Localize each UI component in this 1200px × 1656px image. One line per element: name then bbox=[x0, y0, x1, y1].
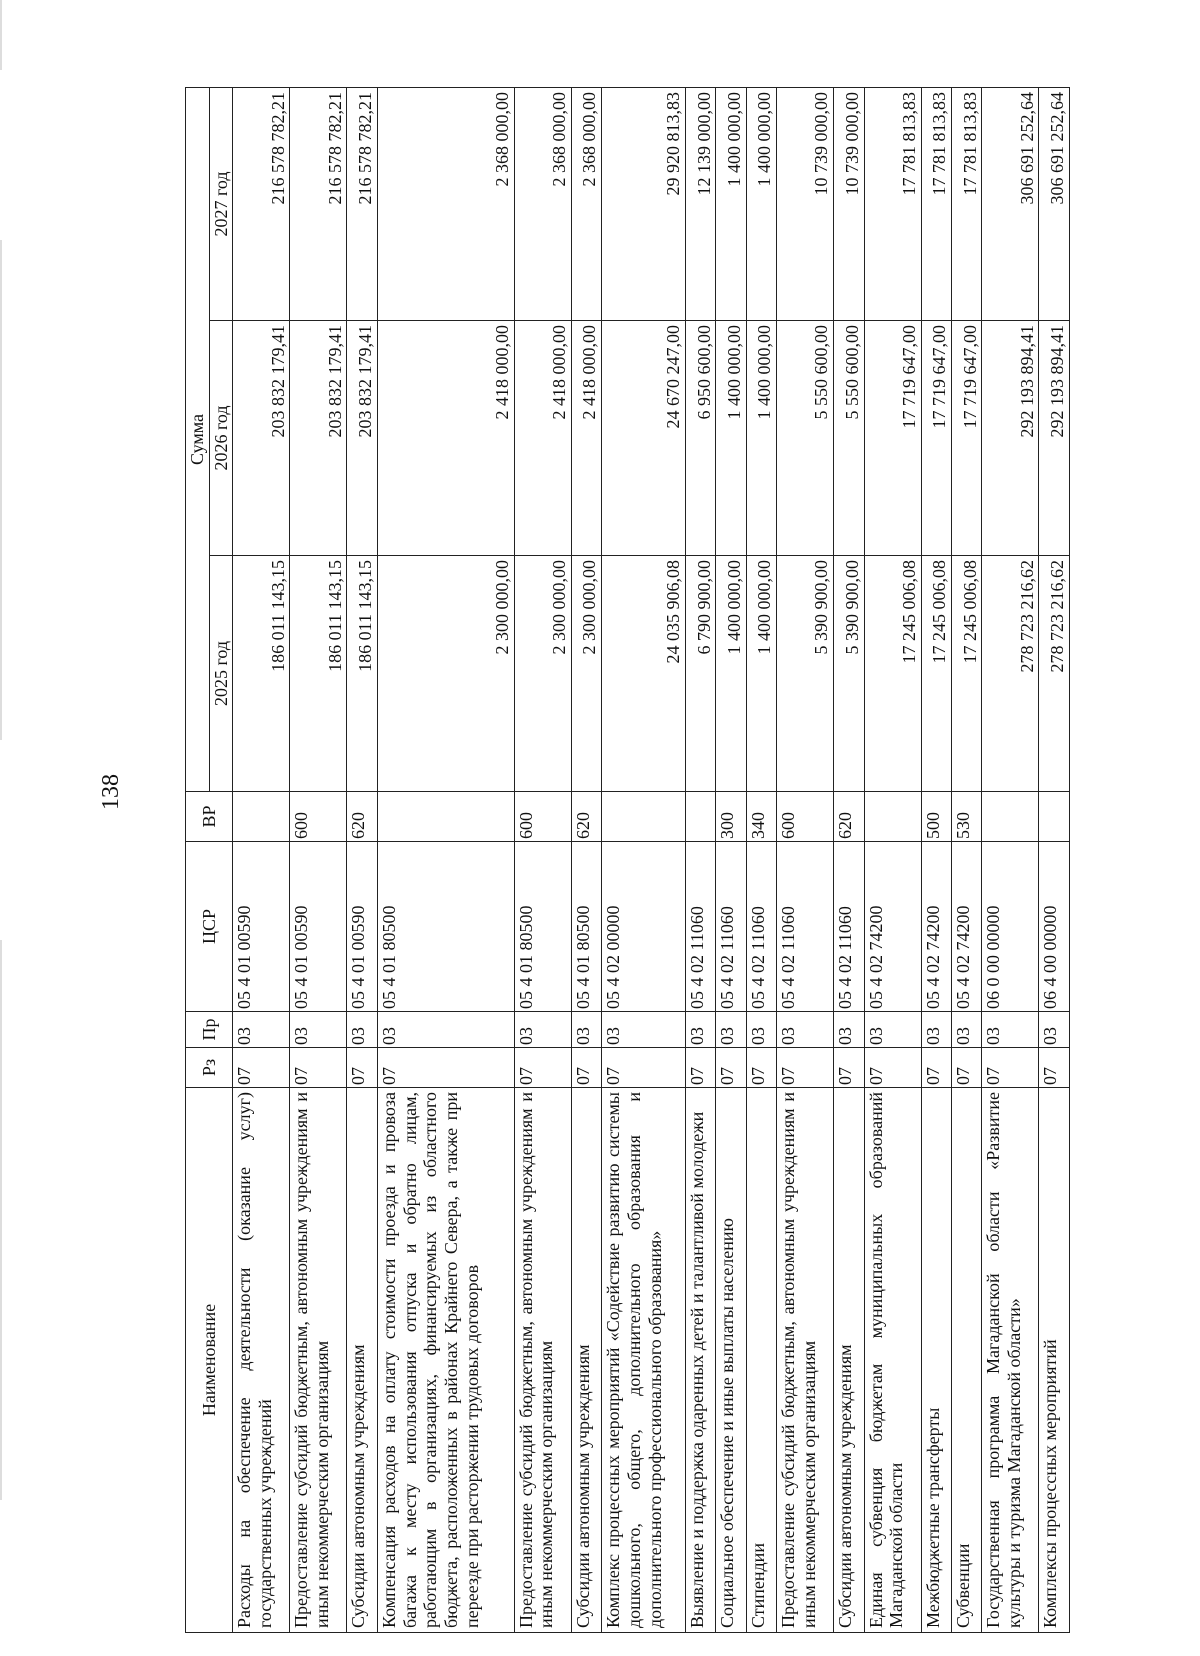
row-sum-2025: 278 723 216,62 bbox=[1039, 556, 1070, 792]
row-name: Субвенции bbox=[952, 1088, 982, 1633]
row-sum-2027: 17 781 813,83 bbox=[952, 87, 982, 320]
row-sum-2027: 10 739 000,00 bbox=[777, 87, 834, 320]
row-rz: 07 bbox=[746, 1048, 776, 1088]
row-pr: 03 bbox=[290, 1012, 347, 1048]
row-sum-2026: 5 550 600,00 bbox=[834, 321, 864, 556]
page-number: 138 bbox=[98, 774, 124, 810]
table-row bbox=[514, 87, 571, 1632]
header-2025: 2025 год bbox=[209, 556, 233, 792]
row-vr: 300 bbox=[716, 792, 746, 842]
row-csr: 05 4 02 11060 bbox=[777, 842, 834, 1012]
row-sum-2027: 17 781 813,83 bbox=[921, 87, 951, 320]
row-sum-2027: 1 400 000,00 bbox=[716, 87, 746, 320]
header-2027: 2027 год bbox=[209, 87, 233, 320]
row-rz: 07 bbox=[233, 1048, 290, 1088]
row-name: Расходы на обеспечение деятельности (оказание услуг) государственных учреждений bbox=[233, 1088, 290, 1633]
header-name: Наименование bbox=[186, 1088, 233, 1633]
table-row bbox=[746, 87, 776, 1632]
row-pr: 03 bbox=[233, 1012, 290, 1048]
row-sum-2026: 203 832 179,41 bbox=[290, 321, 347, 556]
table-row bbox=[602, 87, 686, 1632]
row-name: Субсидии автономным учреждениям bbox=[571, 1088, 601, 1633]
table-row bbox=[921, 87, 951, 1632]
row-vr bbox=[602, 792, 686, 842]
row-sum-2025: 24 035 906,08 bbox=[602, 556, 686, 792]
scan-edge-mid bbox=[0, 240, 2, 740]
row-sum-2027: 2 368 000,00 bbox=[571, 87, 601, 320]
row-vr bbox=[982, 792, 1039, 842]
row-sum-2025: 278 723 216,62 bbox=[982, 556, 1039, 792]
row-sum-2026: 203 832 179,41 bbox=[233, 321, 290, 556]
row-pr: 03 bbox=[777, 1012, 834, 1048]
row-name: Межбюджетные трансферты bbox=[921, 1088, 951, 1633]
row-rz: 07 bbox=[1039, 1048, 1070, 1088]
row-vr bbox=[685, 792, 715, 842]
table-row bbox=[1039, 87, 1070, 1632]
row-pr: 03 bbox=[864, 1012, 921, 1048]
row-name: Предоставление субсидий бюджетным, автономным учреждениям и иным некоммерческим организациям bbox=[290, 1088, 347, 1633]
row-sum-2025: 17 245 006,08 bbox=[921, 556, 951, 792]
row-pr: 03 bbox=[347, 1012, 377, 1048]
row-csr: 06 4 00 00000 bbox=[1039, 842, 1070, 1012]
row-pr: 03 bbox=[746, 1012, 776, 1048]
row-rz: 07 bbox=[377, 1048, 514, 1088]
row-rz: 07 bbox=[952, 1048, 982, 1088]
row-pr: 03 bbox=[571, 1012, 601, 1048]
row-rz: 07 bbox=[347, 1048, 377, 1088]
table-row bbox=[290, 87, 347, 1632]
row-name: Предоставление субсидий бюджетным, автономным учреждениям и иным некоммерческим организациям bbox=[777, 1088, 834, 1633]
row-name: Субсидии автономным учреждениям bbox=[834, 1088, 864, 1633]
row-rz: 07 bbox=[777, 1048, 834, 1088]
header-vr: ВР bbox=[186, 792, 233, 842]
row-sum-2026: 203 832 179,41 bbox=[347, 321, 377, 556]
table-row bbox=[233, 87, 290, 1632]
row-sum-2025: 1 400 000,00 bbox=[716, 556, 746, 792]
row-rz: 07 bbox=[571, 1048, 601, 1088]
row-pr: 03 bbox=[834, 1012, 864, 1048]
row-sum-2027: 216 578 782,21 bbox=[290, 87, 347, 320]
row-sum-2025: 2 300 000,00 bbox=[514, 556, 571, 792]
table-row bbox=[834, 87, 864, 1632]
row-sum-2027: 306 691 252,64 bbox=[1039, 87, 1070, 320]
row-vr: 340 bbox=[746, 792, 776, 842]
header-sum: Сумма bbox=[186, 87, 210, 791]
row-csr: 05 4 02 11060 bbox=[716, 842, 746, 1012]
row-sum-2025: 1 400 000,00 bbox=[746, 556, 776, 792]
row-sum-2027: 1 400 000,00 bbox=[746, 87, 776, 320]
table-row bbox=[982, 87, 1039, 1632]
row-sum-2026: 24 670 247,00 bbox=[602, 321, 686, 556]
row-sum-2025: 17 245 006,08 bbox=[864, 556, 921, 792]
row-sum-2026: 2 418 000,00 bbox=[377, 321, 514, 556]
row-rz: 07 bbox=[290, 1048, 347, 1088]
row-sum-2026: 2 418 000,00 bbox=[571, 321, 601, 556]
row-csr: 05 4 01 00590 bbox=[233, 842, 290, 1012]
row-csr: 05 4 02 00000 bbox=[602, 842, 686, 1012]
header-rz: Рз bbox=[186, 1048, 233, 1088]
row-sum-2026: 17 719 647,00 bbox=[864, 321, 921, 556]
row-sum-2026: 1 400 000,00 bbox=[716, 321, 746, 556]
row-sum-2027: 12 139 000,00 bbox=[685, 87, 715, 320]
row-csr: 05 4 01 00590 bbox=[347, 842, 377, 1012]
row-sum-2026: 17 719 647,00 bbox=[952, 321, 982, 556]
row-sum-2026: 1 400 000,00 bbox=[746, 321, 776, 556]
row-name: Комплексы процессных мероприятий bbox=[1039, 1088, 1070, 1633]
row-sum-2027: 2 368 000,00 bbox=[377, 87, 514, 320]
row-pr: 03 bbox=[514, 1012, 571, 1048]
table-row bbox=[571, 87, 601, 1632]
row-rz: 07 bbox=[685, 1048, 715, 1088]
row-vr: 530 bbox=[952, 792, 982, 842]
row-sum-2026: 292 193 894,41 bbox=[982, 321, 1039, 556]
table-row bbox=[777, 87, 834, 1632]
row-sum-2027: 2 368 000,00 bbox=[514, 87, 571, 320]
row-vr bbox=[864, 792, 921, 842]
row-rz: 07 bbox=[834, 1048, 864, 1088]
row-name: Предоставление субсидий бюджетным, автономным учреждениям и иным некоммерческим организациям bbox=[514, 1088, 571, 1633]
table-row bbox=[685, 87, 715, 1632]
row-csr: 05 4 02 74200 bbox=[864, 842, 921, 1012]
row-rz: 07 bbox=[514, 1048, 571, 1088]
row-csr: 05 4 02 74200 bbox=[921, 842, 951, 1012]
budget-table bbox=[185, 87, 1070, 1633]
row-csr: 05 4 01 80500 bbox=[514, 842, 571, 1012]
row-vr: 620 bbox=[347, 792, 377, 842]
table-row bbox=[377, 87, 514, 1632]
row-csr: 05 4 01 80500 bbox=[571, 842, 601, 1012]
scan-edge-bottom bbox=[0, 940, 2, 1500]
row-name: Выявление и поддержка одаренных детей и талантливой молодежи bbox=[685, 1088, 715, 1633]
row-name: Единая субвенция бюджетам муниципальных образований Магаданской области bbox=[864, 1088, 921, 1633]
row-vr: 620 bbox=[571, 792, 601, 842]
row-name: Социальное обеспечение и иные выплаты населению bbox=[716, 1088, 746, 1633]
row-vr: 600 bbox=[514, 792, 571, 842]
header-pr: Пр bbox=[186, 1012, 233, 1048]
row-vr: 500 bbox=[921, 792, 951, 842]
table-row bbox=[864, 87, 921, 1632]
row-csr: 05 4 02 11060 bbox=[834, 842, 864, 1012]
row-rz: 07 bbox=[982, 1048, 1039, 1088]
row-name: Государственная программа Магаданской области «Развитие культуры и туризма Магаданской области» bbox=[982, 1088, 1039, 1633]
row-vr bbox=[377, 792, 514, 842]
row-sum-2026: 17 719 647,00 bbox=[921, 321, 951, 556]
row-rz: 07 bbox=[716, 1048, 746, 1088]
row-pr: 03 bbox=[952, 1012, 982, 1048]
header-csr: ЦСР bbox=[186, 842, 233, 1012]
row-csr: 05 4 01 80500 bbox=[377, 842, 514, 1012]
row-vr: 600 bbox=[290, 792, 347, 842]
table-body bbox=[233, 87, 1070, 1632]
row-sum-2025: 17 245 006,08 bbox=[952, 556, 982, 792]
table-row bbox=[347, 87, 377, 1632]
row-vr bbox=[233, 792, 290, 842]
row-rz: 07 bbox=[864, 1048, 921, 1088]
row-sum-2027: 216 578 782,21 bbox=[347, 87, 377, 320]
row-pr: 03 bbox=[921, 1012, 951, 1048]
row-sum-2025: 5 390 900,00 bbox=[834, 556, 864, 792]
budget-table-sheet bbox=[185, 88, 1070, 1633]
row-csr: 05 4 02 11060 bbox=[685, 842, 715, 1012]
row-sum-2025: 186 011 143,15 bbox=[290, 556, 347, 792]
row-vr: 620 bbox=[834, 792, 864, 842]
row-sum-2027: 29 920 813,83 bbox=[602, 87, 686, 320]
row-pr: 03 bbox=[685, 1012, 715, 1048]
row-name: Компенсация расходов на оплату стоимости проезда и провоза багажа к месту использования отпуска и обратно лицам, работающим в организациях, финансируемых из областного бюджета, расположенных в районах Крайнего Севера, а также при переезде при расторжении трудовых договоров bbox=[377, 1088, 514, 1633]
row-sum-2025: 6 790 900,00 bbox=[685, 556, 715, 792]
row-sum-2025: 2 300 000,00 bbox=[377, 556, 514, 792]
row-csr: 05 4 01 00590 bbox=[290, 842, 347, 1012]
row-csr: 05 4 02 74200 bbox=[952, 842, 982, 1012]
row-name: Стипендии bbox=[746, 1088, 776, 1633]
row-csr: 05 4 02 11060 bbox=[746, 842, 776, 1012]
row-pr: 03 bbox=[1039, 1012, 1070, 1048]
row-name: Комплекс процессных мероприятий «Содействие развитию системы дошкольного, общего, дополнительного образования и дополнительного профессионального образования» bbox=[602, 1088, 686, 1633]
table-header bbox=[186, 87, 233, 1632]
row-pr: 03 bbox=[602, 1012, 686, 1048]
row-vr bbox=[1039, 792, 1070, 842]
row-sum-2026: 292 193 894,41 bbox=[1039, 321, 1070, 556]
row-sum-2025: 186 011 143,15 bbox=[347, 556, 377, 792]
row-name: Субсидии автономным учреждениям bbox=[347, 1088, 377, 1633]
table-row bbox=[952, 87, 982, 1632]
row-sum-2025: 5 390 900,00 bbox=[777, 556, 834, 792]
row-sum-2027: 306 691 252,64 bbox=[982, 87, 1039, 320]
row-sum-2027: 17 781 813,83 bbox=[864, 87, 921, 320]
table-row bbox=[716, 87, 746, 1632]
row-vr: 600 bbox=[777, 792, 834, 842]
row-pr: 03 bbox=[982, 1012, 1039, 1048]
row-sum-2025: 2 300 000,00 bbox=[571, 556, 601, 792]
row-sum-2027: 216 578 782,21 bbox=[233, 87, 290, 320]
header-2026: 2026 год bbox=[209, 321, 233, 556]
row-sum-2026: 5 550 600,00 bbox=[777, 321, 834, 556]
row-sum-2026: 6 950 600,00 bbox=[685, 321, 715, 556]
row-sum-2027: 10 739 000,00 bbox=[834, 87, 864, 320]
row-sum-2025: 186 011 143,15 bbox=[233, 556, 290, 792]
row-rz: 07 bbox=[602, 1048, 686, 1088]
scan-edge-top bbox=[0, 0, 2, 70]
row-csr: 06 0 00 00000 bbox=[982, 842, 1039, 1012]
row-rz: 07 bbox=[921, 1048, 951, 1088]
row-pr: 03 bbox=[377, 1012, 514, 1048]
row-sum-2026: 2 418 000,00 bbox=[514, 321, 571, 556]
row-pr: 03 bbox=[716, 1012, 746, 1048]
